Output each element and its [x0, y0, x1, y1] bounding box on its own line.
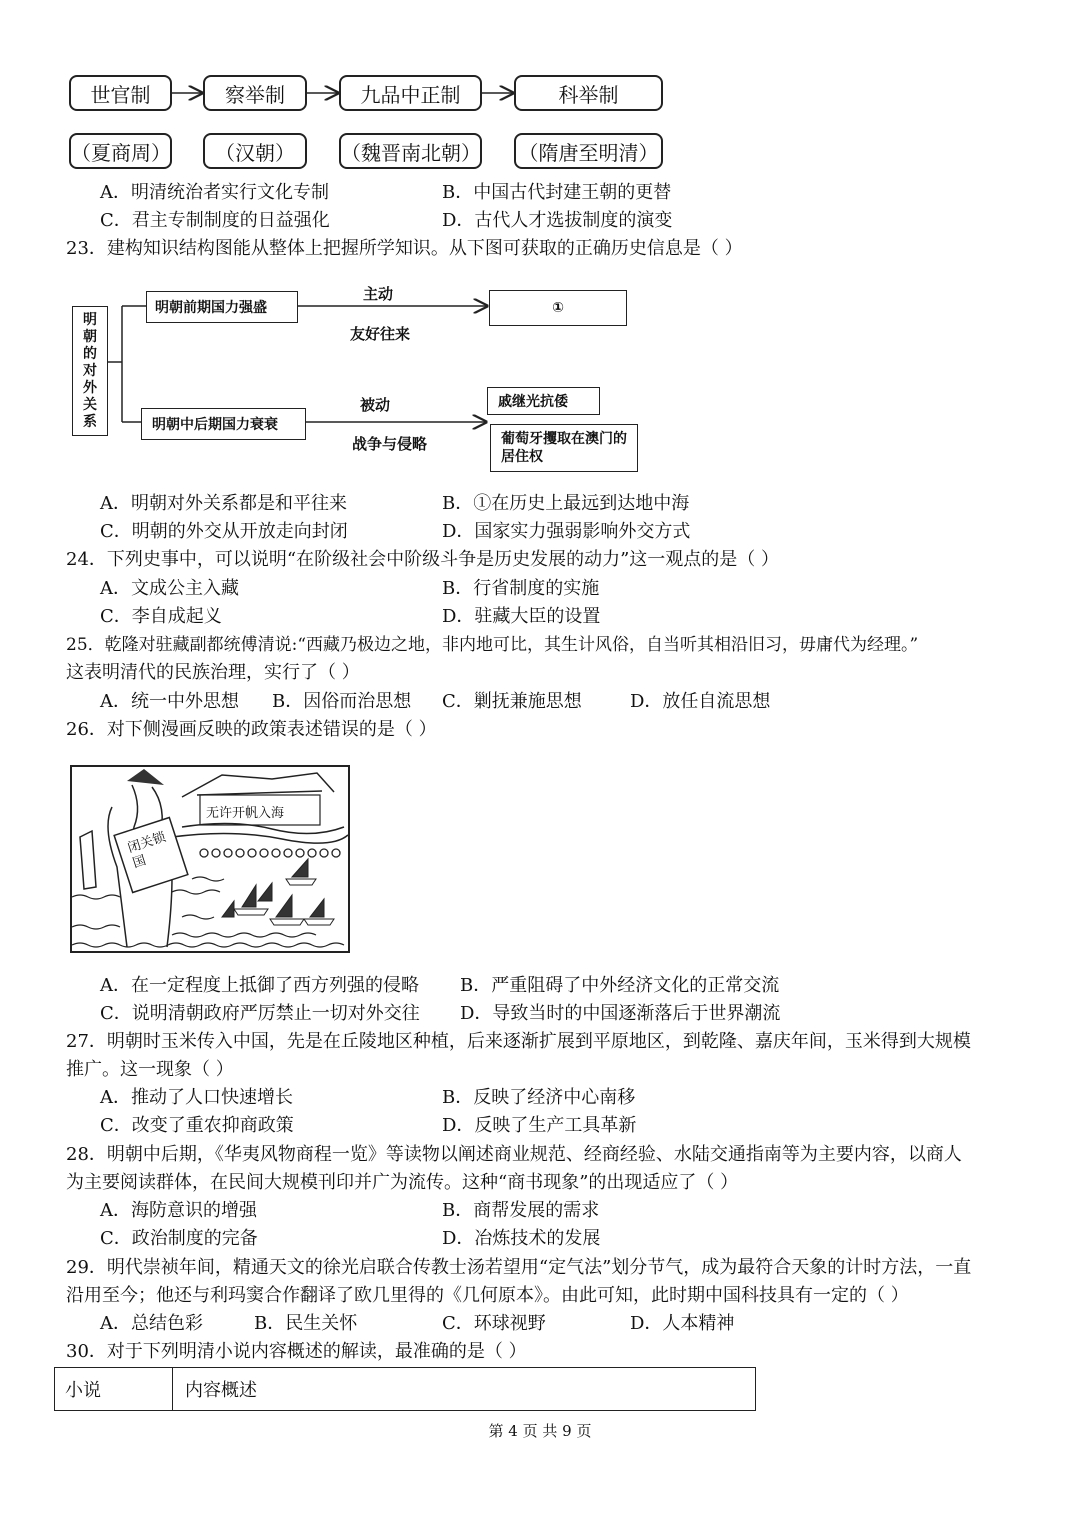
q23-option-a: A．明朝对外关系都是和平往来: [100, 493, 347, 514]
diagram-early-top-label: 主动: [363, 285, 394, 303]
q28-option-b: B．商帮发展的需求: [442, 1200, 600, 1221]
q28-option-a: A．海防意识的增强: [100, 1200, 257, 1221]
diagram-late-result2-box: 葡萄牙攫取在澳门的居住权: [490, 424, 638, 472]
diagram-root-box: 明朝的对外关系: [72, 306, 108, 436]
q27-option-d: D．反映了生产工具革新: [442, 1115, 637, 1136]
diagram-late-result1-box: 戚继光抗倭: [487, 387, 600, 415]
q27-option-a: A．推动了人口快速增长: [100, 1087, 293, 1108]
q26-option-b: B．严重阻碍了中外经济文化的正常交流: [460, 975, 780, 996]
period-box-suitang: （隋唐至明清）: [514, 133, 663, 169]
diagram-late-top-label: 被动: [360, 396, 391, 414]
q23-option-c: C．明朝的外交从开放走向封闭: [100, 521, 348, 542]
diagram-early-bottom-label: 友好往来: [350, 325, 411, 343]
q24-option-c: C．李自成起义: [100, 606, 222, 627]
q28-option-d: D．冶炼技术的发展: [442, 1228, 601, 1249]
q23-option-d: D．国家实力强弱影响外交方式: [442, 521, 691, 542]
q29-option-c: C．环球视野: [442, 1313, 546, 1334]
q23-stem: 23．建构知识结构图能从整体上把握所学知识。从下图可获取的正确历史信息是（ ）: [66, 238, 743, 259]
q29-option-a: A．总结色彩: [100, 1313, 203, 1334]
q26-option-a: A．在一定程度上抵御了西方列强的侵略: [100, 975, 419, 996]
q27-stem-line2: 推广。这一现象（ ）: [66, 1059, 234, 1080]
q25-option-d: D．放任自流思想: [630, 691, 771, 712]
diagram-late-box: 明朝中后期国力衰衰: [141, 408, 306, 440]
cartoon-banner-text: 无许开帆入海: [206, 806, 285, 821]
q26-stem: 26．对下侧漫画反映的政策表述错误的是（ ）: [66, 719, 437, 740]
page-footer: 第 4 页 共 9 页: [488, 1422, 592, 1440]
q28-option-c: C．政治制度的完备: [100, 1228, 258, 1249]
flow-box-shiguanzhi: 世官制: [69, 75, 172, 111]
table-header-summary: 内容概述: [185, 1380, 257, 1401]
cartoon-sign-text: 闭关锁国: [126, 829, 168, 872]
q29-stem-line2: 沿用至今；他还与利玛窦合作翻译了欧几里得的《几何原本》。由此可知，此时期中国科技具有一定的（ ）: [66, 1285, 909, 1306]
q23-option-b: B．①在历史上最远到达地中海: [442, 493, 690, 514]
q22-option-a: A．明清统治者实行文化专制: [100, 182, 329, 203]
q24-option-b: B．行省制度的实施: [442, 578, 600, 599]
q27-stem-line1: 27．明朝时玉米传入中国，先是在丘陵地区种植，后来逐渐扩展到平原地区，到乾隆、嘉庆年间，玉米得到大规模: [66, 1031, 971, 1052]
diagram-early-result-box: ①: [489, 290, 627, 326]
q25-stem-line1: 25．乾隆对驻藏副都统傅清说:“西藏乃极边之地，非内地可比，其生计风俗，自当听其相沿旧习，毋庸代为经理。”: [66, 635, 919, 655]
q29-option-d: D．人本精神: [630, 1313, 735, 1334]
q30-stem: 30．对于下列明清小说内容概述的解读，最准确的是（ ）: [66, 1341, 527, 1362]
flow-box-jiupin: 九品中正制: [339, 75, 482, 111]
period-box-xia: （夏商周）: [69, 133, 172, 169]
period-box-han: （汉朝）: [203, 133, 307, 169]
q28-stem-line2: 为主要阅读群体，在民间大规模刊印并广为流传。这种“商书现象”的出现适应了（ ）: [66, 1172, 739, 1193]
q27-option-c: C．改变了重农抑商政策: [100, 1115, 294, 1136]
q25-stem-line2: 这表明清代的民族治理，实行了（ ）: [66, 662, 360, 683]
cartoon-image: [70, 765, 350, 953]
q30-table: [54, 1367, 756, 1411]
q24-option-d: D．驻藏大臣的设置: [442, 606, 601, 627]
flow-box-keju: 科举制: [514, 75, 663, 111]
q25-option-a: A．统一中外思想: [100, 691, 239, 712]
q28-stem-line1: 28．明朝中后期，《华夷风物商程一览》等读物以阐述商业规范、经商经验、水陆交通指南等为主要内容，以商人: [66, 1144, 962, 1165]
table-header-novel: 小说: [55, 1368, 173, 1410]
flow-box-chajuzhi: 察举制: [203, 75, 307, 111]
q24-option-a: A．文成公主入藏: [100, 578, 239, 599]
cartoon-drawing: [72, 767, 348, 951]
q22-option-b: B．中国古代封建王朝的更替: [442, 182, 672, 203]
diagram-late-bottom-label: 战争与侵略: [352, 435, 428, 453]
q25-option-b: B．因俗而治思想: [272, 691, 412, 712]
q24-stem: 24．下列史事中，可以说明“在阶级社会中阶级斗争是历史发展的动力”这一观点的是（ ）: [66, 549, 780, 570]
q22-option-c: C．君主专制制度的日益强化: [100, 210, 330, 231]
period-box-weijin: （魏晋南北朝）: [339, 133, 482, 169]
q26-option-d: D．导致当时的中国逐渐落后于世界潮流: [460, 1003, 781, 1024]
q27-option-b: B．反映了经济中心南移: [442, 1087, 636, 1108]
q29-option-b: B．民生关怀: [254, 1313, 358, 1334]
q25-option-c: C．剿抚兼施思想: [442, 691, 582, 712]
q26-option-c: C．说明清朝政府严厉禁止一切对外交往: [100, 1003, 420, 1024]
q29-stem-line1: 29．明代崇祯年间，精通天文的徐光启联合传教士汤若望用“定气法”划分节气，成为最符合天象的计时方法，一直: [66, 1257, 972, 1278]
q22-option-d: D．古代人才选拔制度的演变: [442, 210, 673, 231]
diagram-early-box: 明朝前期国力强盛: [146, 291, 298, 323]
